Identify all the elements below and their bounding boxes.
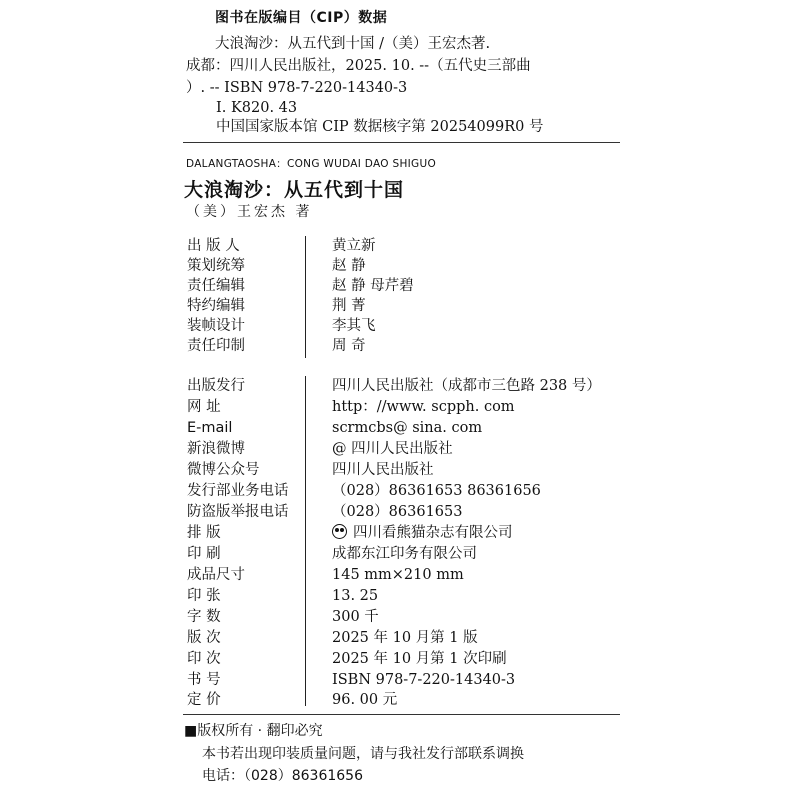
- staff-value: 赵 静: [332, 258, 366, 274]
- details-row: [0, 670, 800, 691]
- details-label: 排 版: [187, 525, 221, 541]
- details-value: 145 mm×210 mm: [332, 567, 464, 583]
- details-label: 书 号: [187, 672, 221, 688]
- staff-row: [0, 236, 800, 257]
- staff-value: 赵 静 母芹碧: [332, 278, 414, 294]
- details-row: [0, 397, 800, 418]
- top-divider: [183, 142, 620, 143]
- details-value: scrmcbs@ sina. com: [332, 420, 483, 436]
- cip-line-5: 中国国家版本馆 CIP 数据核字第 20254099R0 号: [216, 119, 544, 135]
- details-value: 13. 25: [332, 588, 379, 604]
- staff-label: 责任印制: [187, 338, 245, 354]
- details-label: 发行部业务电话: [187, 483, 289, 499]
- details-row: [0, 628, 800, 649]
- details-value: 2025 年 10 月第 1 次印刷: [332, 651, 507, 667]
- details-value: 2025 年 10 月第 1 版: [332, 630, 478, 646]
- details-row: [0, 376, 800, 397]
- details-value: 96. 00 元: [332, 692, 398, 708]
- cip-line-4: Ⅰ. K820. 43: [216, 100, 298, 116]
- staff-label: 责任编辑: [187, 278, 245, 294]
- book-title-pinyin: DALANGTAOSHA：CONG WUDAI DAO SHIGUO: [186, 158, 437, 170]
- details-row: [0, 418, 800, 439]
- staff-value: 周 奇: [332, 338, 366, 354]
- bottom-divider: [183, 714, 620, 715]
- details-row: [0, 439, 800, 460]
- details-row: [0, 586, 800, 607]
- details-label: 印 次: [187, 651, 221, 667]
- details-value: 四川人民出版社: [332, 462, 434, 478]
- details-label: 印 刷: [187, 546, 221, 562]
- details-value: （028）86361653 86361656: [332, 483, 541, 499]
- details-label: 出版发行: [187, 378, 245, 394]
- details-label: 防盗版举报电话: [187, 504, 289, 520]
- details-label: 印 张: [187, 588, 221, 604]
- details-value: 成都东江印务有限公司: [332, 546, 477, 562]
- details-value: ISBN 978-7-220-14340-3: [332, 672, 516, 688]
- quality-note: 本书若出现印装质量问题，请与我社发行部联系调换: [202, 746, 524, 762]
- details-value: 四川人民出版社（成都市三色路 238 号）: [332, 378, 601, 394]
- details-row: [0, 502, 800, 523]
- details-label: 微博公众号: [187, 462, 260, 478]
- copyright-notice: ■版权所有 · 翻印必究: [184, 723, 323, 739]
- staff-value: 黄立新: [332, 238, 376, 254]
- details-label: E-mail: [187, 420, 233, 436]
- details-label: 版 次: [187, 630, 221, 646]
- cip-line-2: 成都：四川人民出版社，2025. 10. --（五代史三部曲: [186, 58, 531, 74]
- details-value-with-icon: [332, 523, 513, 544]
- details-label: 网 址: [187, 399, 221, 415]
- staff-label: 策划统筹: [187, 258, 245, 274]
- staff-row: [0, 276, 800, 297]
- staff-row: [0, 336, 800, 357]
- details-value: 四川看熊猫杂志有限公司: [353, 525, 513, 541]
- staff-label: 装帧设计: [187, 318, 245, 334]
- details-row: [0, 690, 800, 711]
- staff-label: 出 版 人: [187, 238, 240, 254]
- cip-title: 图书在版编目（CIP）数据: [215, 10, 388, 26]
- staff-row: [0, 296, 800, 317]
- details-row: [0, 544, 800, 565]
- details-row: [0, 607, 800, 628]
- staff-label: 特约编辑: [187, 298, 245, 314]
- details-label: 定 价: [187, 692, 221, 708]
- details-value: @ 四川人民出版社: [332, 441, 453, 457]
- details-row: [0, 460, 800, 481]
- staff-value: 荆 菁: [332, 298, 366, 314]
- book-title: 大浪淘沙：从五代到十国: [184, 179, 405, 201]
- cip-line-3: ）. -- ISBN 978-7-220-14340-3: [186, 80, 408, 96]
- staff-value: 李其飞: [332, 318, 376, 334]
- details-row: [0, 481, 800, 502]
- details-value: （028）86361653: [332, 504, 463, 520]
- details-value: http：//www. scpph. com: [332, 399, 515, 415]
- details-label: 新浪微博: [187, 441, 245, 457]
- details-row: [0, 565, 800, 586]
- details-label: 字 数: [187, 609, 221, 625]
- details-row: [0, 523, 800, 544]
- details-row: [0, 649, 800, 670]
- details-label: 成品尺寸: [187, 567, 245, 583]
- staff-row: [0, 316, 800, 337]
- contact-phone: 电话：（028）86361656: [202, 768, 363, 784]
- book-author: （美）王宏杰 著: [186, 204, 313, 220]
- details-value: 300 千: [332, 609, 379, 625]
- staff-row: [0, 256, 800, 277]
- panda-icon: [332, 524, 347, 539]
- cip-line-1: 大浪淘沙：从五代到十国 /（美）王宏杰著.: [215, 36, 491, 52]
